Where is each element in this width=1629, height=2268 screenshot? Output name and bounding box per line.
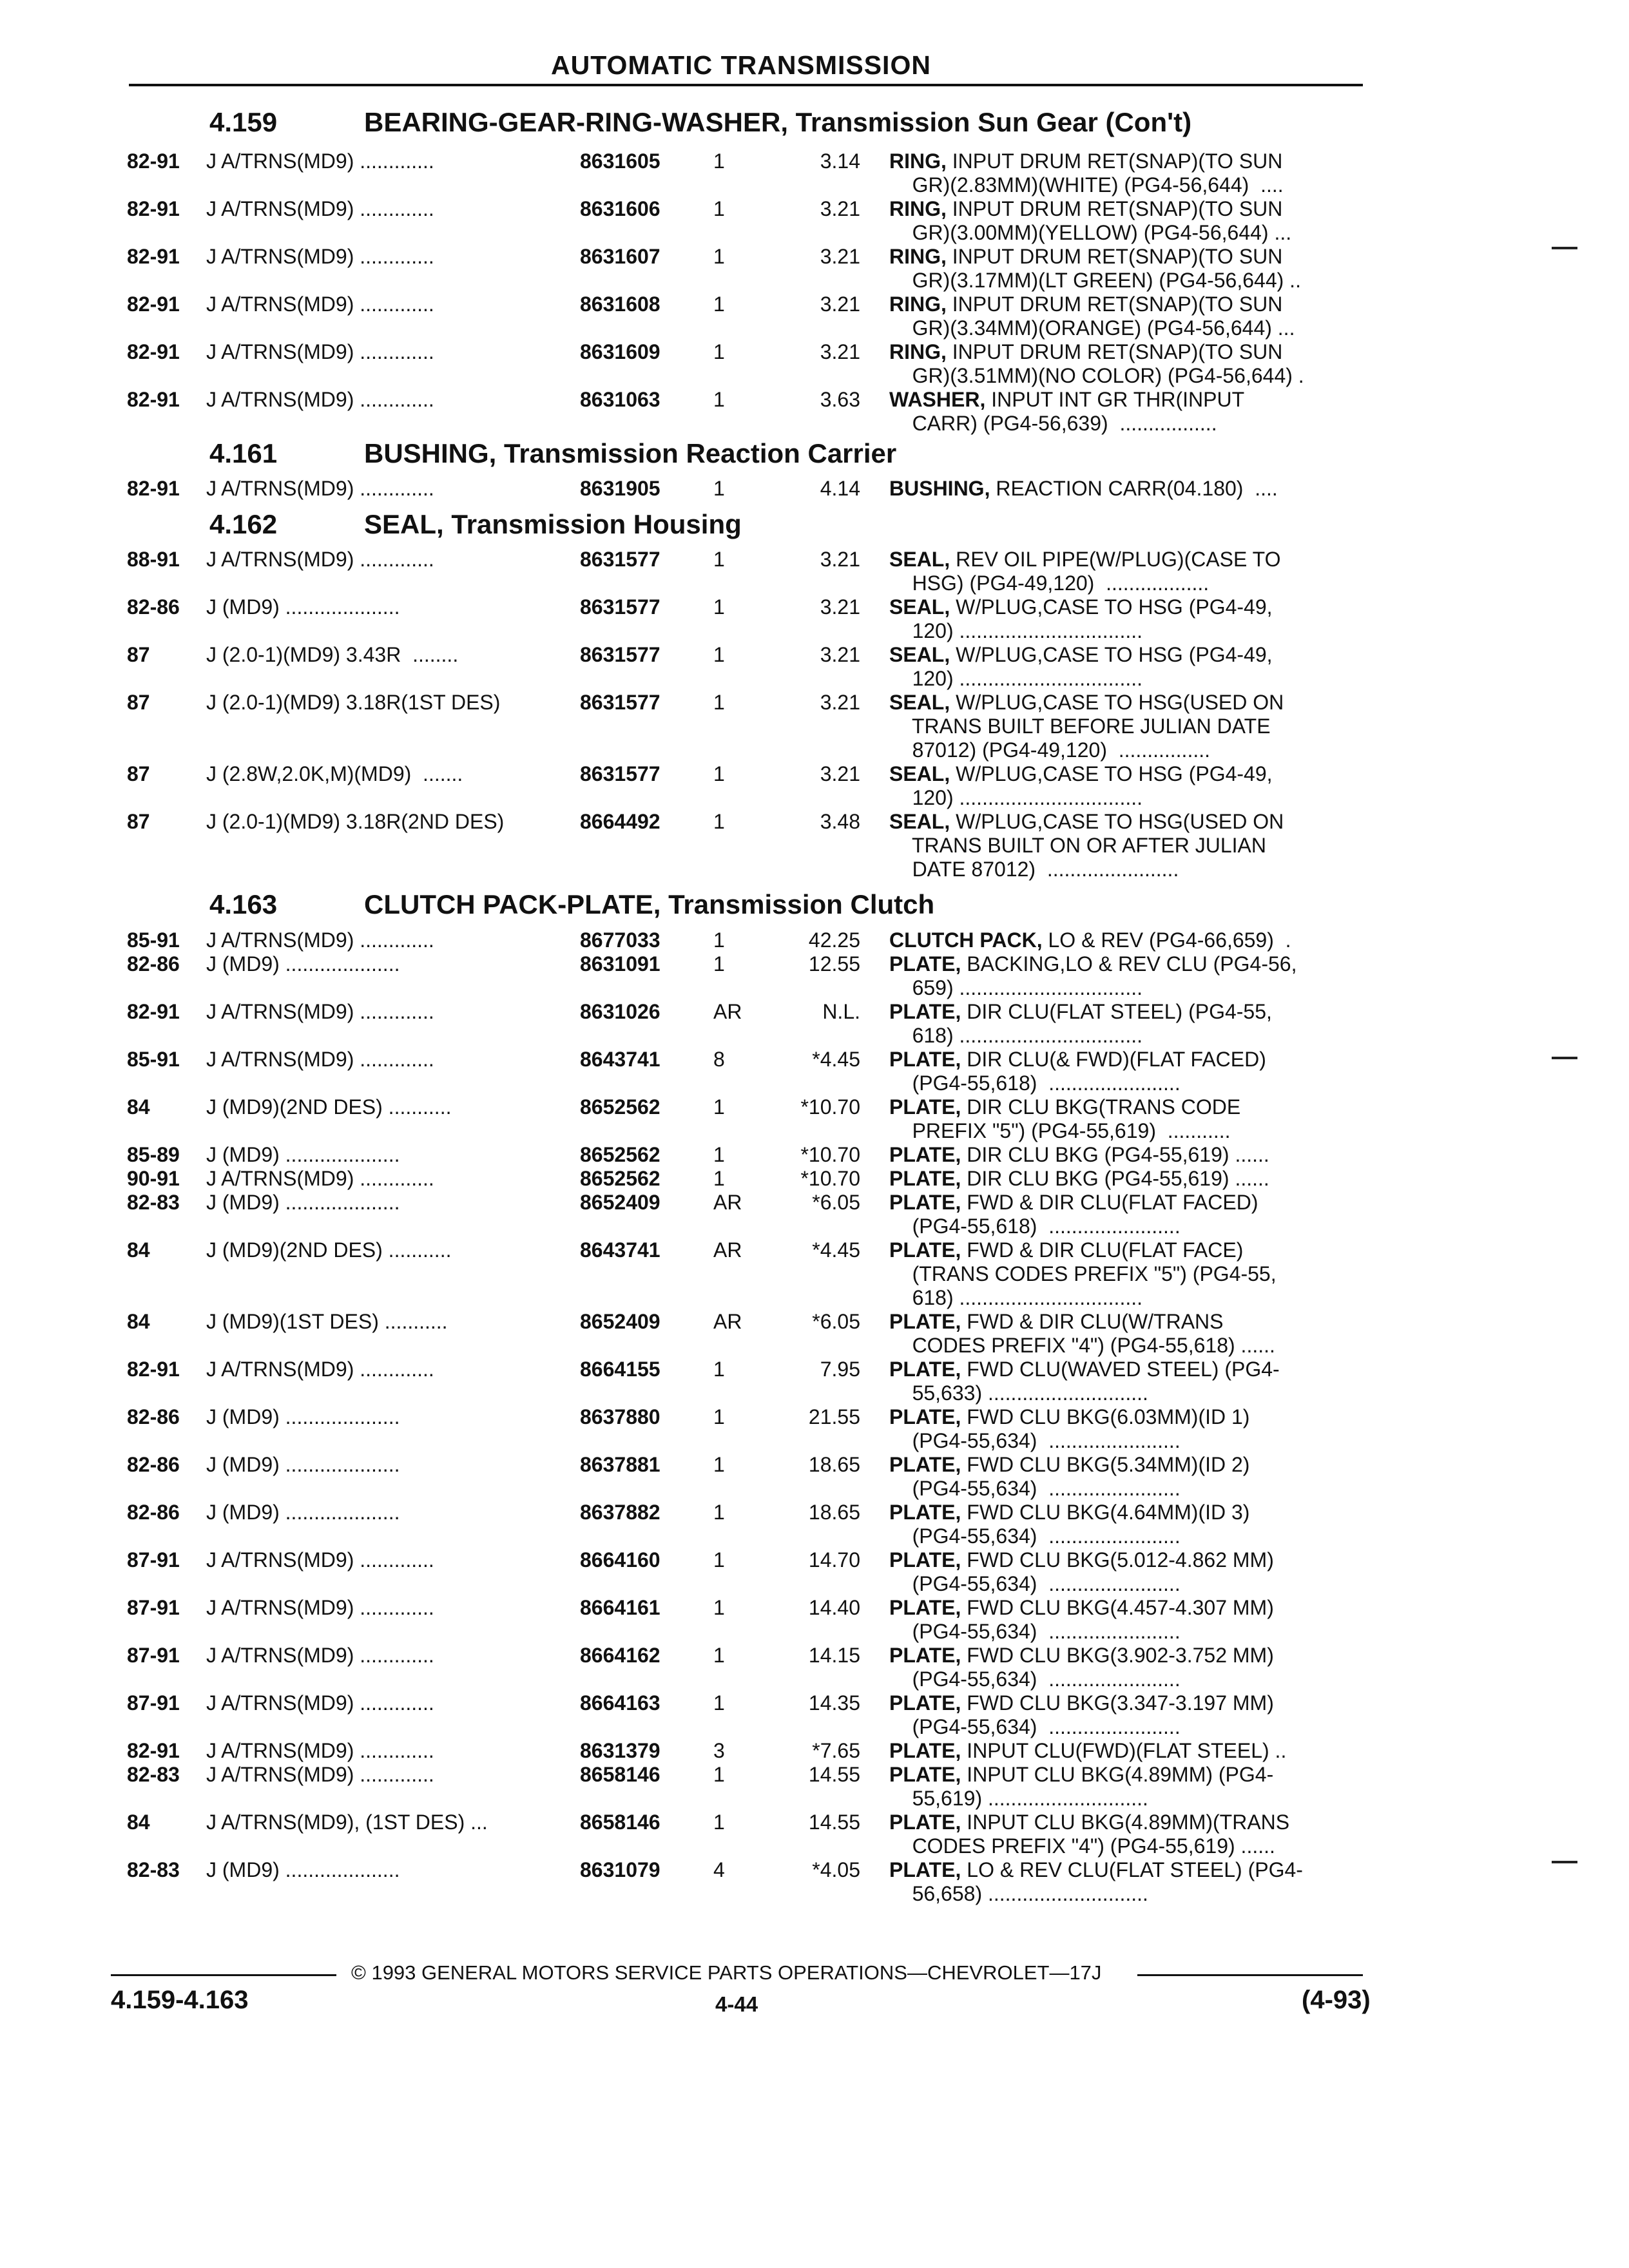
- application: J A/TRNS(MD9) .............: [206, 1763, 434, 1786]
- part-number: 8631577: [580, 643, 660, 666]
- model-years: 82-83: [127, 1858, 180, 1881]
- part-number: 8631608: [580, 293, 660, 316]
- description-text: DIR CLU(FLAT STEEL) (PG4-55, 618) ................................: [912, 1000, 1272, 1047]
- description-text: W/PLUG,CASE TO HSG(USED ON TRANS BUILT ON OR AFTER JULIAN DATE 87012) .......................: [911, 810, 1284, 881]
- price: *4.45: [812, 1238, 860, 1262]
- quantity: 1: [713, 1358, 725, 1381]
- description: [889, 691, 1284, 762]
- model-years: 82-91: [127, 1739, 180, 1762]
- quantity: 1: [713, 1644, 725, 1667]
- part-number: 8658146: [580, 1763, 660, 1786]
- page-title: AUTOMATIC TRANSMISSION: [551, 50, 931, 80]
- footer-rule-right: [1137, 1974, 1363, 1976]
- model-years: 87-91: [127, 1691, 180, 1715]
- description-keyword: PLATE,: [889, 1763, 961, 1786]
- application: J A/TRNS(MD9) .............: [206, 1644, 434, 1667]
- model-years: 82-91: [127, 197, 180, 220]
- price: *4.45: [812, 1048, 860, 1071]
- quantity: 1: [713, 197, 725, 220]
- application: J (2.0-1)(MD9) 3.43R ........: [206, 643, 459, 666]
- application: J A/TRNS(MD9) .............: [206, 1358, 434, 1381]
- price: 7.95: [820, 1358, 860, 1381]
- quantity: 1: [713, 810, 725, 833]
- description-keyword: SEAL,: [889, 762, 950, 785]
- description: [889, 952, 1296, 1000]
- description: [889, 1358, 1280, 1405]
- description-keyword: PLATE,: [889, 1858, 961, 1881]
- description-text: DIR CLU BKG(TRANS CODE PREFIX "5") (PG4-55,619) ...........: [912, 1095, 1241, 1142]
- description-text: INPUT CLU BKG(4.89MM)(TRANS CODES PREFIX "4") (PG4-55,619) ......: [912, 1811, 1290, 1858]
- part-number: 8631606: [580, 197, 660, 220]
- price: 14.40: [808, 1596, 860, 1619]
- quantity: 1: [713, 1811, 725, 1834]
- application: J (MD9)(2ND DES) ...........: [206, 1238, 452, 1262]
- description-text: INPUT INT GR THR(INPUT CARR) (PG4-56,639) .................: [912, 388, 1245, 435]
- description-keyword: PLATE,: [889, 1548, 961, 1571]
- price: 18.65: [808, 1501, 860, 1524]
- description-text: INPUT DRUM RET(SNAP)(TO SUN GR)(3.17MM)(LT GREEN) (PG4-56,644) ..: [912, 245, 1301, 292]
- description-text: W/PLUG,CASE TO HSG (PG4-49, 120) ................................: [912, 762, 1273, 809]
- price: 3.63: [820, 388, 860, 411]
- model-years: 87: [127, 762, 150, 785]
- application: J (MD9) ....................: [206, 1453, 400, 1476]
- description: [889, 1167, 1269, 1191]
- quantity: 3: [713, 1739, 725, 1762]
- description: [889, 1548, 1274, 1596]
- application: J A/TRNS(MD9) .............: [206, 388, 434, 411]
- model-years: 85-91: [127, 1048, 180, 1071]
- price: 4.14: [820, 477, 860, 500]
- quantity: 1: [713, 1596, 725, 1619]
- application: J (MD9)(2ND DES) ...........: [206, 1095, 452, 1119]
- quantity: 1: [713, 1453, 725, 1476]
- quantity: 1: [713, 1095, 725, 1119]
- description-keyword: SEAL,: [889, 595, 950, 619]
- description-text: INPUT CLU BKG(4.89MM) (PG4- 55,619) ............................: [912, 1763, 1274, 1810]
- part-number: 8652562: [580, 1095, 660, 1119]
- description-text: INPUT DRUM RET(SNAP)(TO SUN GR)(3.34MM)(ORANGE) (PG4-56,644) ...: [912, 293, 1295, 340]
- price: 3.21: [820, 293, 860, 316]
- description-text: DIR CLU(& FWD)(FLAT FACED) (PG4-55,618) .......................: [912, 1048, 1266, 1095]
- price: 3.21: [820, 340, 860, 363]
- description: [889, 1811, 1289, 1858]
- description-text: W/PLUG,CASE TO HSG (PG4-49, 120) ................................: [912, 643, 1273, 690]
- description: [889, 595, 1273, 643]
- quantity: 1: [713, 928, 725, 952]
- part-number: 8631607: [580, 245, 660, 268]
- quantity: 1: [713, 952, 725, 975]
- description-keyword: PLATE,: [889, 1143, 961, 1166]
- price: 18.65: [808, 1453, 860, 1476]
- description-keyword: PLATE,: [889, 1811, 961, 1834]
- price: 3.21: [820, 691, 860, 714]
- price: *6.05: [812, 1191, 860, 1214]
- section-title: CLUTCH PACK-PLATE, Transmission Clutch: [364, 889, 935, 919]
- description-keyword: SEAL,: [889, 643, 950, 666]
- footer-page-number: 4-44: [715, 1992, 758, 2016]
- application: J A/TRNS(MD9) .............: [206, 149, 434, 173]
- description: [889, 1644, 1274, 1691]
- section-number: 4.161: [209, 438, 278, 468]
- description: [889, 548, 1281, 595]
- quantity: AR: [713, 1238, 742, 1262]
- quantity: 1: [713, 149, 725, 173]
- model-years: 82-91: [127, 477, 180, 500]
- description: [889, 1453, 1249, 1501]
- price: 21.55: [808, 1405, 860, 1428]
- model-years: 87-91: [127, 1548, 180, 1571]
- application: J A/TRNS(MD9) .............: [206, 548, 434, 571]
- part-number: 8652409: [580, 1191, 660, 1214]
- model-years: 82-83: [127, 1763, 180, 1786]
- part-number: 8664161: [580, 1596, 660, 1619]
- quantity: 1: [713, 1405, 725, 1428]
- model-years: 84: [127, 1095, 150, 1119]
- price: N.L.: [822, 1000, 860, 1023]
- part-number: 8664160: [580, 1548, 660, 1571]
- quantity: 1: [713, 340, 725, 363]
- description: [889, 149, 1284, 197]
- application: J (2.0-1)(MD9) 3.18R(2ND DES): [206, 810, 505, 833]
- description-text: FWD & DIR CLU(FLAT FACE) (TRANS CODES PREFIX "5") (PG4-55, 618) ................................: [912, 1238, 1277, 1309]
- margin-mark: [1552, 1861, 1577, 1863]
- model-years: 87: [127, 691, 150, 714]
- part-number: 8637880: [580, 1405, 660, 1428]
- header-rule: [129, 84, 1363, 86]
- price: 14.55: [808, 1763, 860, 1786]
- description: [889, 293, 1295, 340]
- model-years: 82-86: [127, 595, 180, 619]
- description-text: INPUT DRUM RET(SNAP)(TO SUN GR)(2.83MM)(WHITE) (PG4-56,644) ....: [912, 149, 1284, 197]
- footer-rule-left: [111, 1974, 336, 1976]
- model-years: 85-89: [127, 1143, 180, 1166]
- model-years: 82-91: [127, 149, 180, 173]
- description-text: INPUT CLU(FWD)(FLAT STEEL) ..: [961, 1739, 1287, 1762]
- section-title: SEAL, Transmission Housing: [364, 509, 742, 539]
- application: J (MD9) ....................: [206, 1501, 400, 1524]
- description-text: BACKING,LO & REV CLU (PG4-56, 659) ................................: [912, 952, 1297, 999]
- description: [889, 643, 1273, 691]
- description-text: FWD CLU BKG(4.457-4.307 MM) (PG4-55,634) .......................: [912, 1596, 1274, 1643]
- application: J A/TRNS(MD9) .............: [206, 1596, 434, 1619]
- model-years: 82-86: [127, 1501, 180, 1524]
- price: 14.70: [808, 1548, 860, 1571]
- price: 3.21: [820, 548, 860, 571]
- part-number: 8631026: [580, 1000, 660, 1023]
- application: J A/TRNS(MD9) .............: [206, 1167, 434, 1190]
- description: [889, 197, 1291, 245]
- description: [889, 928, 1291, 952]
- section-title: BUSHING, Transmission Reaction Carrier: [364, 438, 897, 468]
- price: *10.70: [800, 1143, 860, 1166]
- description-keyword: SEAL,: [889, 548, 950, 571]
- section-number: 4.162: [209, 509, 278, 539]
- application: J (2.8W,2.0K,M)(MD9) .......: [206, 762, 463, 785]
- description-text: FWD & DIR CLU(W/TRANS CODES PREFIX "4") (PG4-55,618) ......: [912, 1310, 1275, 1357]
- description-text: DIR CLU BKG (PG4-55,619) ......: [961, 1167, 1269, 1190]
- quantity: 1: [713, 1143, 725, 1166]
- model-years: 90-91: [127, 1167, 180, 1190]
- part-number: 8643741: [580, 1238, 660, 1262]
- model-years: 87-91: [127, 1596, 180, 1619]
- part-number: 8637881: [580, 1453, 660, 1476]
- part-number: 8652562: [580, 1143, 660, 1166]
- description: [889, 1739, 1286, 1763]
- description: [889, 762, 1273, 810]
- application: J (MD9) ....................: [206, 1405, 400, 1428]
- description: [889, 1238, 1277, 1310]
- application: J A/TRNS(MD9) .............: [206, 1548, 434, 1571]
- description-keyword: PLATE,: [889, 1453, 961, 1476]
- part-number: 8664155: [580, 1358, 660, 1381]
- description-text: LO & REV (PG4-66,659) .: [1042, 928, 1291, 952]
- description-text: W/PLUG,CASE TO HSG (PG4-49, 120) ................................: [912, 595, 1273, 642]
- description-text: FWD CLU BKG(3.902-3.752 MM) (PG4-55,634) .......................: [912, 1644, 1274, 1691]
- quantity: AR: [713, 1000, 742, 1023]
- part-number: 8664492: [580, 810, 660, 833]
- description-keyword: PLATE,: [889, 1000, 961, 1023]
- description-keyword: PLATE,: [889, 1095, 961, 1119]
- quantity: 1: [713, 691, 725, 714]
- application: J A/TRNS(MD9) .............: [206, 245, 434, 268]
- model-years: 84: [127, 1310, 150, 1333]
- application: J (MD9) ....................: [206, 595, 400, 619]
- model-years: 84: [127, 1811, 150, 1834]
- description-text: REACTION CARR(04.180) ....: [990, 477, 1278, 500]
- part-number: 8631609: [580, 340, 660, 363]
- model-years: 87: [127, 643, 150, 666]
- price: 3.21: [820, 197, 860, 220]
- price: *4.05: [812, 1858, 860, 1881]
- quantity: 1: [713, 1167, 725, 1190]
- price: *6.05: [812, 1310, 860, 1333]
- description-text: FWD & DIR CLU(FLAT FACED) (PG4-55,618) .......................: [912, 1191, 1258, 1238]
- application: J (MD9) ....................: [206, 1191, 400, 1214]
- description: [889, 1048, 1266, 1095]
- description-keyword: PLATE,: [889, 1644, 961, 1667]
- model-years: 82-91: [127, 1358, 180, 1381]
- description-text: FWD CLU BKG(6.03MM)(ID 1) (PG4-55,634) .......................: [912, 1405, 1250, 1452]
- description-keyword: RING,: [889, 245, 947, 268]
- footer-copyright: © 1993 GENERAL MOTORS SERVICE PARTS OPERATIONS—CHEVROLET—17J: [351, 1961, 1102, 1984]
- description-keyword: PLATE,: [889, 1310, 961, 1333]
- application: J (2.0-1)(MD9) 3.18R(1ST DES): [206, 691, 501, 714]
- price: 3.14: [820, 149, 860, 173]
- footer-revision: (4-93): [1302, 1986, 1371, 2014]
- part-number: 8631577: [580, 595, 660, 619]
- part-number: 8631577: [580, 548, 660, 571]
- model-years: 82-91: [127, 293, 180, 316]
- model-years: 82-83: [127, 1191, 180, 1214]
- description-keyword: WASHER,: [889, 388, 986, 411]
- description-keyword: PLATE,: [889, 1596, 961, 1619]
- description-keyword: RING,: [889, 293, 947, 316]
- description-text: FWD CLU BKG(3.347-3.197 MM) (PG4-55,634) .......................: [912, 1691, 1274, 1738]
- description-text: FWD CLU BKG(5.34MM)(ID 2) (PG4-55,634) .......................: [912, 1453, 1250, 1500]
- description-text: DIR CLU BKG (PG4-55,619) ......: [961, 1143, 1269, 1166]
- part-number: 8631577: [580, 762, 660, 785]
- model-years: 82-86: [127, 1453, 180, 1476]
- description-text: FWD CLU(WAVED STEEL) (PG4- 55,633) ............................: [912, 1358, 1280, 1405]
- price: 3.21: [820, 762, 860, 785]
- quantity: 1: [713, 1691, 725, 1715]
- description-keyword: BUSHING,: [889, 477, 990, 500]
- description: [889, 245, 1301, 293]
- price: 3.21: [820, 643, 860, 666]
- quantity: 1: [713, 643, 725, 666]
- description: [889, 1143, 1269, 1167]
- quantity: 1: [713, 245, 725, 268]
- description-text: LO & REV CLU(FLAT STEEL) (PG4- 56,658) ............................: [912, 1858, 1303, 1905]
- description-keyword: PLATE,: [889, 1501, 961, 1524]
- quantity: 1: [713, 1548, 725, 1571]
- application: J (MD9) ....................: [206, 952, 400, 975]
- price: 14.55: [808, 1811, 860, 1834]
- margin-mark: [1552, 247, 1577, 249]
- description-keyword: PLATE,: [889, 1167, 961, 1190]
- description: [889, 1310, 1275, 1358]
- part-number: 8631577: [580, 691, 660, 714]
- application: J A/TRNS(MD9) .............: [206, 1000, 434, 1023]
- quantity: 8: [713, 1048, 725, 1071]
- quantity: 1: [713, 762, 725, 785]
- description-keyword: SEAL,: [889, 691, 950, 714]
- part-number: 8664162: [580, 1644, 660, 1667]
- application: J A/TRNS(MD9) .............: [206, 1691, 434, 1715]
- description: [889, 1501, 1249, 1548]
- description: [889, 1858, 1303, 1906]
- description-keyword: PLATE,: [889, 1238, 961, 1262]
- application: J A/TRNS(MD9) .............: [206, 340, 434, 363]
- quantity: 1: [713, 1501, 725, 1524]
- description-text: FWD CLU BKG(4.64MM)(ID 3) (PG4-55,634) .......................: [912, 1501, 1250, 1548]
- section-title: BEARING-GEAR-RING-WASHER, Transmission Sun Gear (Con't): [364, 107, 1192, 137]
- part-number: 8652409: [580, 1310, 660, 1333]
- model-years: 82-91: [127, 1000, 180, 1023]
- part-number: 8631605: [580, 149, 660, 173]
- description: [889, 340, 1304, 388]
- description: [889, 1691, 1274, 1739]
- description: [889, 1191, 1258, 1238]
- model-years: 85-91: [127, 928, 180, 952]
- description-keyword: PLATE,: [889, 1191, 961, 1214]
- model-years: 87: [127, 810, 150, 833]
- price: 42.25: [808, 928, 860, 952]
- price: *10.70: [800, 1095, 860, 1119]
- description: [889, 1405, 1249, 1453]
- quantity: AR: [713, 1310, 742, 1333]
- description-keyword: SEAL,: [889, 810, 950, 833]
- part-number: 8664163: [580, 1691, 660, 1715]
- price: 14.15: [808, 1644, 860, 1667]
- model-years: 82-91: [127, 340, 180, 363]
- description-keyword: PLATE,: [889, 1739, 961, 1762]
- quantity: 1: [713, 477, 725, 500]
- price: 14.35: [808, 1691, 860, 1715]
- part-number: 8677033: [580, 928, 660, 952]
- part-number: 8631079: [580, 1858, 660, 1881]
- description-keyword: PLATE,: [889, 1048, 961, 1071]
- section-number: 4.163: [209, 889, 278, 919]
- application: J (MD9) ....................: [206, 1858, 400, 1881]
- margin-mark: [1552, 1057, 1577, 1059]
- application: J (MD9)(1ST DES) ...........: [206, 1310, 448, 1333]
- price: 3.21: [820, 245, 860, 268]
- application: J A/TRNS(MD9) .............: [206, 477, 434, 500]
- description: [889, 1095, 1240, 1143]
- part-number: 8658146: [580, 1811, 660, 1834]
- part-number: 8631379: [580, 1739, 660, 1762]
- description-keyword: PLATE,: [889, 952, 961, 975]
- part-number: 8652562: [580, 1167, 660, 1190]
- description-keyword: PLATE,: [889, 1358, 961, 1381]
- description-keyword: RING,: [889, 340, 947, 363]
- description-text: INPUT DRUM RET(SNAP)(TO SUN GR)(3.00MM)(YELLOW) (PG4-56,644) ...: [912, 197, 1292, 244]
- model-years: 82-86: [127, 952, 180, 975]
- quantity: 1: [713, 595, 725, 619]
- footer-section-range: 4.159-4.163: [111, 1986, 249, 2014]
- price: 3.48: [820, 810, 860, 833]
- model-years: 82-91: [127, 245, 180, 268]
- quantity: 1: [713, 548, 725, 571]
- price: 3.21: [820, 595, 860, 619]
- description-text: FWD CLU BKG(5.012-4.862 MM) (PG4-55,634) .......................: [912, 1548, 1274, 1595]
- quantity: AR: [713, 1191, 742, 1214]
- price: *7.65: [812, 1739, 860, 1762]
- description-text: W/PLUG,CASE TO HSG(USED ON TRANS BUILT BEFORE JULIAN DATE 87012) (PG4-49,120) ................: [911, 691, 1284, 762]
- description: [889, 1596, 1274, 1644]
- quantity: 4: [713, 1858, 725, 1881]
- model-years: 82-86: [127, 1405, 180, 1428]
- description: [889, 1763, 1273, 1811]
- model-years: 82-91: [127, 388, 180, 411]
- model-years: 88-91: [127, 548, 180, 571]
- description-keyword: RING,: [889, 197, 947, 220]
- description-keyword: RING,: [889, 149, 947, 173]
- section-number: 4.159: [209, 107, 278, 137]
- model-years: 87-91: [127, 1644, 180, 1667]
- application: J A/TRNS(MD9) .............: [206, 1739, 434, 1762]
- description-keyword: PLATE,: [889, 1405, 961, 1428]
- application: J A/TRNS(MD9) .............: [206, 293, 434, 316]
- description: [889, 388, 1244, 436]
- application: J A/TRNS(MD9) .............: [206, 1048, 434, 1071]
- description-keyword: CLUTCH PACK,: [889, 928, 1043, 952]
- part-number: 8631905: [580, 477, 660, 500]
- application: J A/TRNS(MD9) .............: [206, 197, 434, 220]
- description-text: INPUT DRUM RET(SNAP)(TO SUN GR)(3.51MM)(NO COLOR) (PG4-56,644) .: [912, 340, 1304, 387]
- application: J A/TRNS(MD9) .............: [206, 928, 434, 952]
- quantity: 1: [713, 388, 725, 411]
- price: *10.70: [800, 1167, 860, 1190]
- part-number: 8631063: [580, 388, 660, 411]
- description: [889, 1000, 1272, 1048]
- part-number: 8637882: [580, 1501, 660, 1524]
- part-number: 8631091: [580, 952, 660, 975]
- application: J A/TRNS(MD9), (1ST DES) ...: [206, 1811, 488, 1834]
- description-keyword: PLATE,: [889, 1691, 961, 1715]
- description: [889, 810, 1284, 881]
- description: [889, 477, 1278, 501]
- part-number: 8643741: [580, 1048, 660, 1071]
- quantity: 1: [713, 1763, 725, 1786]
- model-years: 84: [127, 1238, 150, 1262]
- application: J (MD9) ....................: [206, 1143, 400, 1166]
- quantity: 1: [713, 293, 725, 316]
- price: 12.55: [808, 952, 860, 975]
- description-text: REV OIL PIPE(W/PLUG)(CASE TO HSG) (PG4-49,120) ..................: [912, 548, 1281, 595]
